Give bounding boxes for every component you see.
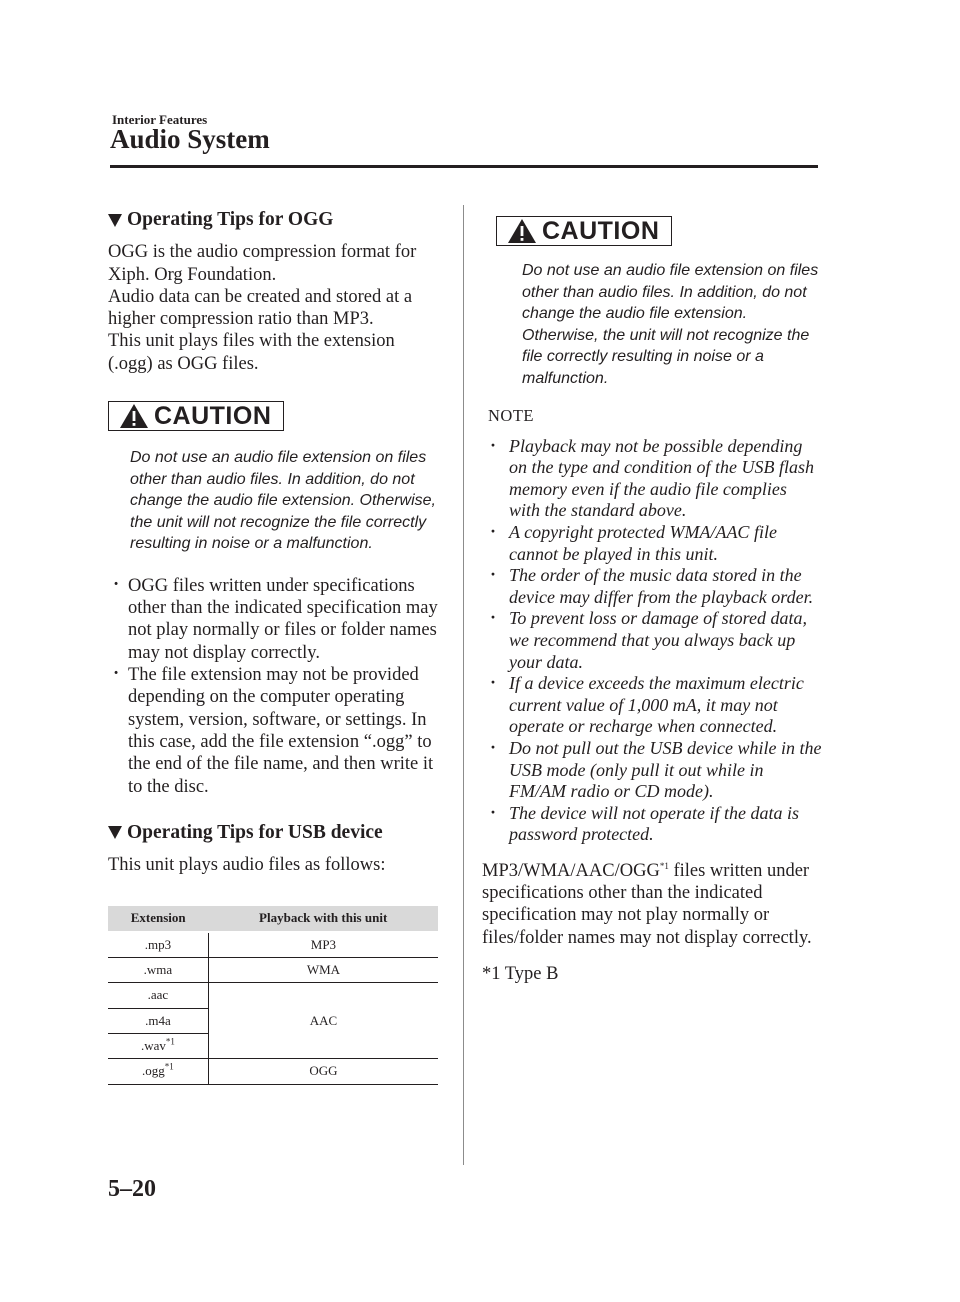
ogg-heading bbox=[108, 209, 443, 231]
caution-label: CAUTION bbox=[542, 216, 660, 245]
file-format-table bbox=[108, 906, 438, 1084]
list-item: · To prevent loss or damage of stored data, we recommend that you always back up your data. bbox=[482, 608, 822, 673]
table-cell bbox=[108, 1033, 208, 1058]
ogg-bullet-list bbox=[108, 575, 443, 798]
caution-badge bbox=[108, 401, 284, 431]
list-item: · A copyright protected WMA/AAC file cannot be played in this unit. bbox=[482, 522, 822, 565]
right-column bbox=[482, 212, 822, 985]
list-item: · Playback may not be possible depending on the type and condition of the USB flash memory even if the audio file complies with the standard above. bbox=[482, 436, 822, 522]
caution-text: Do not use an audio file extension on files other than audio files. In addition, do not change the audio file extension. Otherwise, the unit will not recognize the file correctly resulting in noise or a malfunction. bbox=[522, 262, 819, 387]
caution-block bbox=[482, 212, 822, 389]
caution-text: Do not use an audio file extension on files other than audio files. In addition, do not change the audio file extension. Otherwise, the unit will not recognize the file correctly resulting in noise or a malfunction. bbox=[130, 449, 436, 553]
ogg-heading-text: Operating Tips for OGG bbox=[127, 209, 334, 230]
header-section-label: Interior Features bbox=[112, 112, 208, 127]
list-item: · If a device exceeds the maximum electric current value of 1,000 mA, it may not operate or recharge when connected. bbox=[482, 673, 822, 738]
table-header: Extension bbox=[108, 906, 208, 931]
format-list-text: MP3/WMA/AAC/OGG bbox=[482, 860, 660, 881]
list-item: · The order of the music data stored in the device may differ from the playback order. bbox=[482, 565, 822, 608]
table-header-row bbox=[108, 906, 438, 931]
header-rule bbox=[110, 165, 818, 168]
list-item: · The device will not operate if the data is password protected. bbox=[482, 803, 822, 846]
note-list bbox=[482, 436, 822, 846]
table-cell-text: .wav bbox=[140, 1037, 166, 1053]
table-cell: OGG bbox=[208, 1059, 438, 1084]
left-column bbox=[108, 209, 443, 1085]
warning-triangle-icon bbox=[507, 218, 537, 244]
triangle-marker-icon bbox=[108, 826, 122, 839]
page-number: 5–20 bbox=[108, 1176, 156, 1202]
file-format-table-wrapper bbox=[108, 906, 443, 1084]
ogg-paragraph: Audio data can be created and stored at a higher compression ratio than MP3. bbox=[108, 286, 413, 330]
list-item: · OGG files written under specifications other than the indicated specification may not play normally or files or folder names may not display correctly. bbox=[108, 575, 443, 664]
list-item: · Do not pull out the USB device while in the USB mode (only pull it out while in FM/AM radio or CD mode). bbox=[482, 738, 822, 803]
table-cell: MP3 bbox=[208, 932, 438, 958]
table-cell: WMA bbox=[208, 958, 438, 983]
table-cell: .mp3 bbox=[108, 932, 208, 958]
table-row bbox=[108, 958, 438, 983]
format-note-paragraph bbox=[482, 860, 822, 949]
note-label: NOTE bbox=[488, 406, 534, 426]
footnote-marker: *1 bbox=[659, 860, 669, 871]
footnote: *1 Type B bbox=[482, 964, 559, 985]
usb-heading bbox=[108, 822, 443, 844]
table-row bbox=[108, 1059, 438, 1084]
usb-intro: This unit plays audio files as follows: bbox=[108, 855, 386, 876]
table-cell bbox=[108, 1059, 208, 1084]
table-cell: .aac bbox=[108, 983, 208, 1008]
page-title: Audio System bbox=[110, 124, 270, 154]
footnote-marker: *1 bbox=[165, 1036, 175, 1047]
list-item: · The file extension may not be provided depending on the computer operating system, version, software, or settings. In this case, add the file extension “.ogg” to the end of the file name, and then write it to the disc. bbox=[108, 664, 443, 798]
caution-block bbox=[108, 375, 443, 555]
warning-triangle-icon bbox=[119, 403, 149, 429]
table-row bbox=[108, 983, 438, 1008]
table-cell: .wma bbox=[108, 958, 208, 983]
caution-label: CAUTION bbox=[154, 401, 272, 430]
column-divider bbox=[463, 205, 464, 1165]
table-header: Playback with this unit bbox=[208, 906, 438, 931]
usb-heading-text: Operating Tips for USB device bbox=[127, 821, 383, 843]
footnote-marker: *1 bbox=[164, 1061, 174, 1072]
table-row bbox=[108, 932, 438, 958]
format-note-text: files written under specifications other than the indicated specification may not play normally or files/folder names may not display correctly. bbox=[482, 860, 812, 948]
ogg-paragraph: This unit plays files with the extension (.ogg) as OGG files. bbox=[108, 331, 395, 374]
table-cell: .m4a bbox=[108, 1008, 208, 1033]
table-cell-text: .ogg bbox=[142, 1063, 165, 1079]
ogg-paragraph: OGG is the audio compression format for Xiph. Org Foundation. bbox=[108, 242, 417, 285]
table-cell: AAC bbox=[208, 983, 438, 1059]
triangle-marker-icon bbox=[108, 214, 122, 227]
caution-badge bbox=[496, 216, 672, 246]
